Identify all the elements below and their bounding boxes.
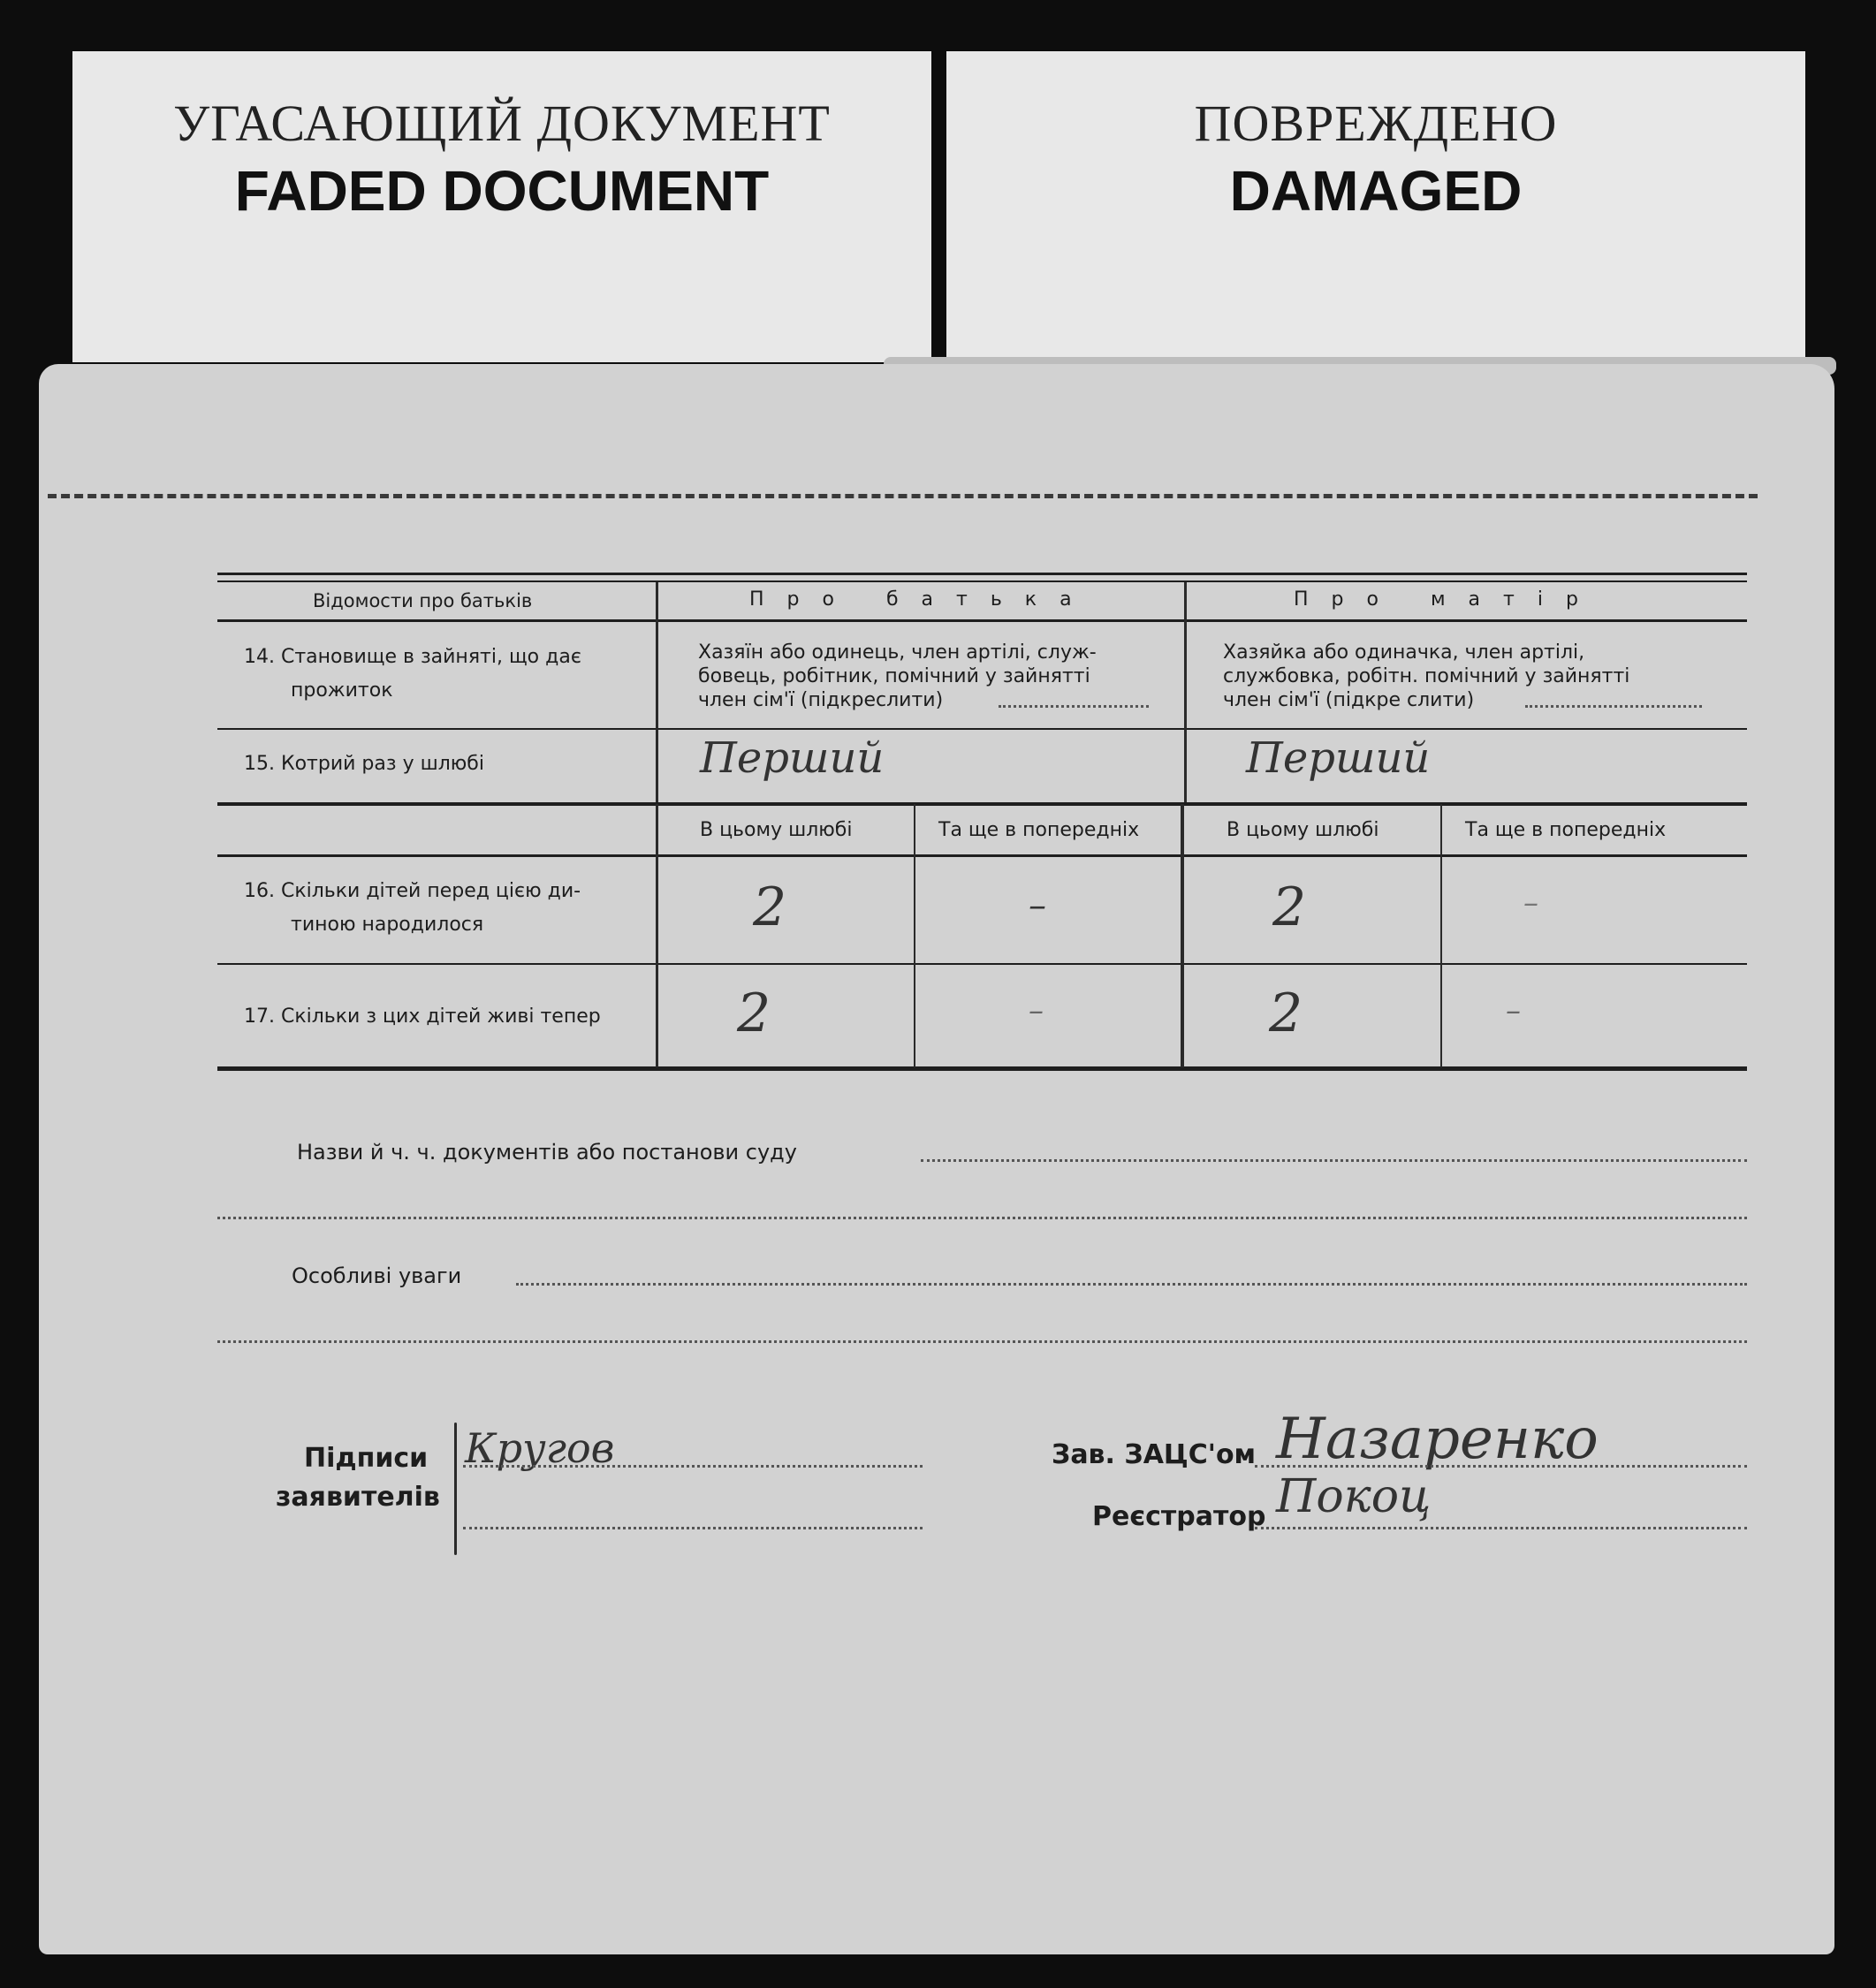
row15-father-value: Перший [700, 733, 885, 783]
row14-father-line2: бовець, робітник, помічний у зайнятті [698, 665, 1090, 687]
document-page [39, 364, 1834, 1954]
row16-label-line1: 16. Скільки дітей перед цією ди- [244, 880, 581, 902]
row15-label: 15. Котрий раз у шлюбі [244, 753, 484, 775]
perforation-line [48, 494, 1758, 498]
table1-top-line-2 [217, 580, 1747, 582]
applicants-label-line1: Підписи [304, 1443, 429, 1474]
damaged-en: DAMAGED [1229, 159, 1523, 223]
damaged-ru: ПОВРЕЖДЕНО [1194, 95, 1558, 152]
applicant-line-1 [463, 1465, 923, 1468]
registrar-label: Реєстратор [1092, 1501, 1266, 1532]
header-mother: Про матір [1294, 588, 1601, 611]
subheader-father-previous: Та ще в попередніх [938, 819, 1140, 841]
applicant-signature: Кругов [465, 1424, 615, 1472]
faded-document-ru: УГАСАЮЩИЙ ДОКУМЕНТ [173, 95, 831, 152]
head-label: Зав. ЗАЦС'ом [1052, 1439, 1257, 1470]
applicant-line-2 [463, 1527, 923, 1529]
remarks-line-2 [217, 1340, 1747, 1343]
row16-value-1: 2 [753, 876, 787, 938]
header-father: Про батька [749, 588, 1095, 611]
row14-father-line1: Хазяїн або одинець, член артілі, служ- [698, 641, 1097, 664]
damaged-card [946, 51, 1805, 362]
table2-subheader-line [217, 854, 1747, 857]
row17-value-1: 2 [737, 983, 771, 1044]
row14-mother-line1: Хазяйка або одиначка, член артілі, [1223, 641, 1585, 664]
row14-mother-line3: член сім'ї (підкре слити) [1223, 689, 1475, 711]
row16-value-4: – [1523, 885, 1538, 921]
faded-document-en: FADED DOCUMENT [234, 159, 770, 223]
table1-header-line [217, 619, 1747, 622]
applicants-bracket [454, 1423, 457, 1555]
subheader-mother-previous: Та ще в попередніх [1465, 819, 1667, 841]
row14-label-line2: прожиток [291, 679, 393, 702]
row14-label-line1: 14. Становище в зайняті, що дає [244, 646, 581, 668]
head-line [1255, 1465, 1747, 1468]
row16-value-3: 2 [1272, 876, 1307, 938]
table1-divider-1 [656, 582, 658, 802]
row17-label: 17. Скільки з цих дітей живі тепер [244, 1005, 601, 1028]
table1-bottom-line [217, 802, 1747, 806]
row14-father-dots [999, 705, 1149, 708]
head-signature: Назаренко [1276, 1407, 1599, 1472]
applicants-label-line2: заявителів [276, 1482, 440, 1513]
row14-mother-dots [1525, 705, 1702, 708]
row14-father-line3: член сім'ї (підкреслити) [698, 689, 944, 711]
table2-bottom-line [217, 1066, 1747, 1071]
faded-document-card [72, 51, 931, 362]
remarks-label: Особливі уваги [292, 1263, 462, 1288]
documents-label: Назви й ч. ч. документів або постанови суду [297, 1140, 797, 1165]
row17-value-3: 2 [1269, 983, 1303, 1044]
documents-line-2 [217, 1217, 1747, 1219]
table2-divider-2 [914, 804, 915, 1067]
row15-mother-value: Перший [1246, 733, 1431, 783]
row16-value-2: – [1029, 885, 1046, 926]
row14-bottom-line [217, 728, 1747, 730]
documents-line-1 [921, 1159, 1747, 1162]
subheader-father-this-marriage: В цьому шлюбі [700, 819, 853, 841]
registrar-line [1255, 1527, 1747, 1529]
remarks-line-1 [516, 1283, 1747, 1286]
row14-mother-line2: службовка, робітн. помічний у зайнятті [1223, 665, 1630, 687]
row16-label-line2: тиною народилося [291, 914, 484, 936]
table2-divider-3 [1181, 804, 1184, 1067]
table2-divider-4 [1440, 804, 1442, 1067]
subheader-mother-this-marriage: В цьому шлюбі [1227, 819, 1379, 841]
table1-divider-2 [1184, 582, 1187, 802]
row17-value-2: – [1029, 993, 1044, 1028]
row16-bottom-line [217, 963, 1747, 965]
header-parents-info: Відомости про батьків [313, 590, 533, 611]
table2-divider-1 [656, 804, 658, 1067]
row17-value-4: – [1506, 993, 1521, 1028]
table1-top-line [217, 573, 1747, 575]
registrar-signature: Покоц [1276, 1470, 1432, 1523]
